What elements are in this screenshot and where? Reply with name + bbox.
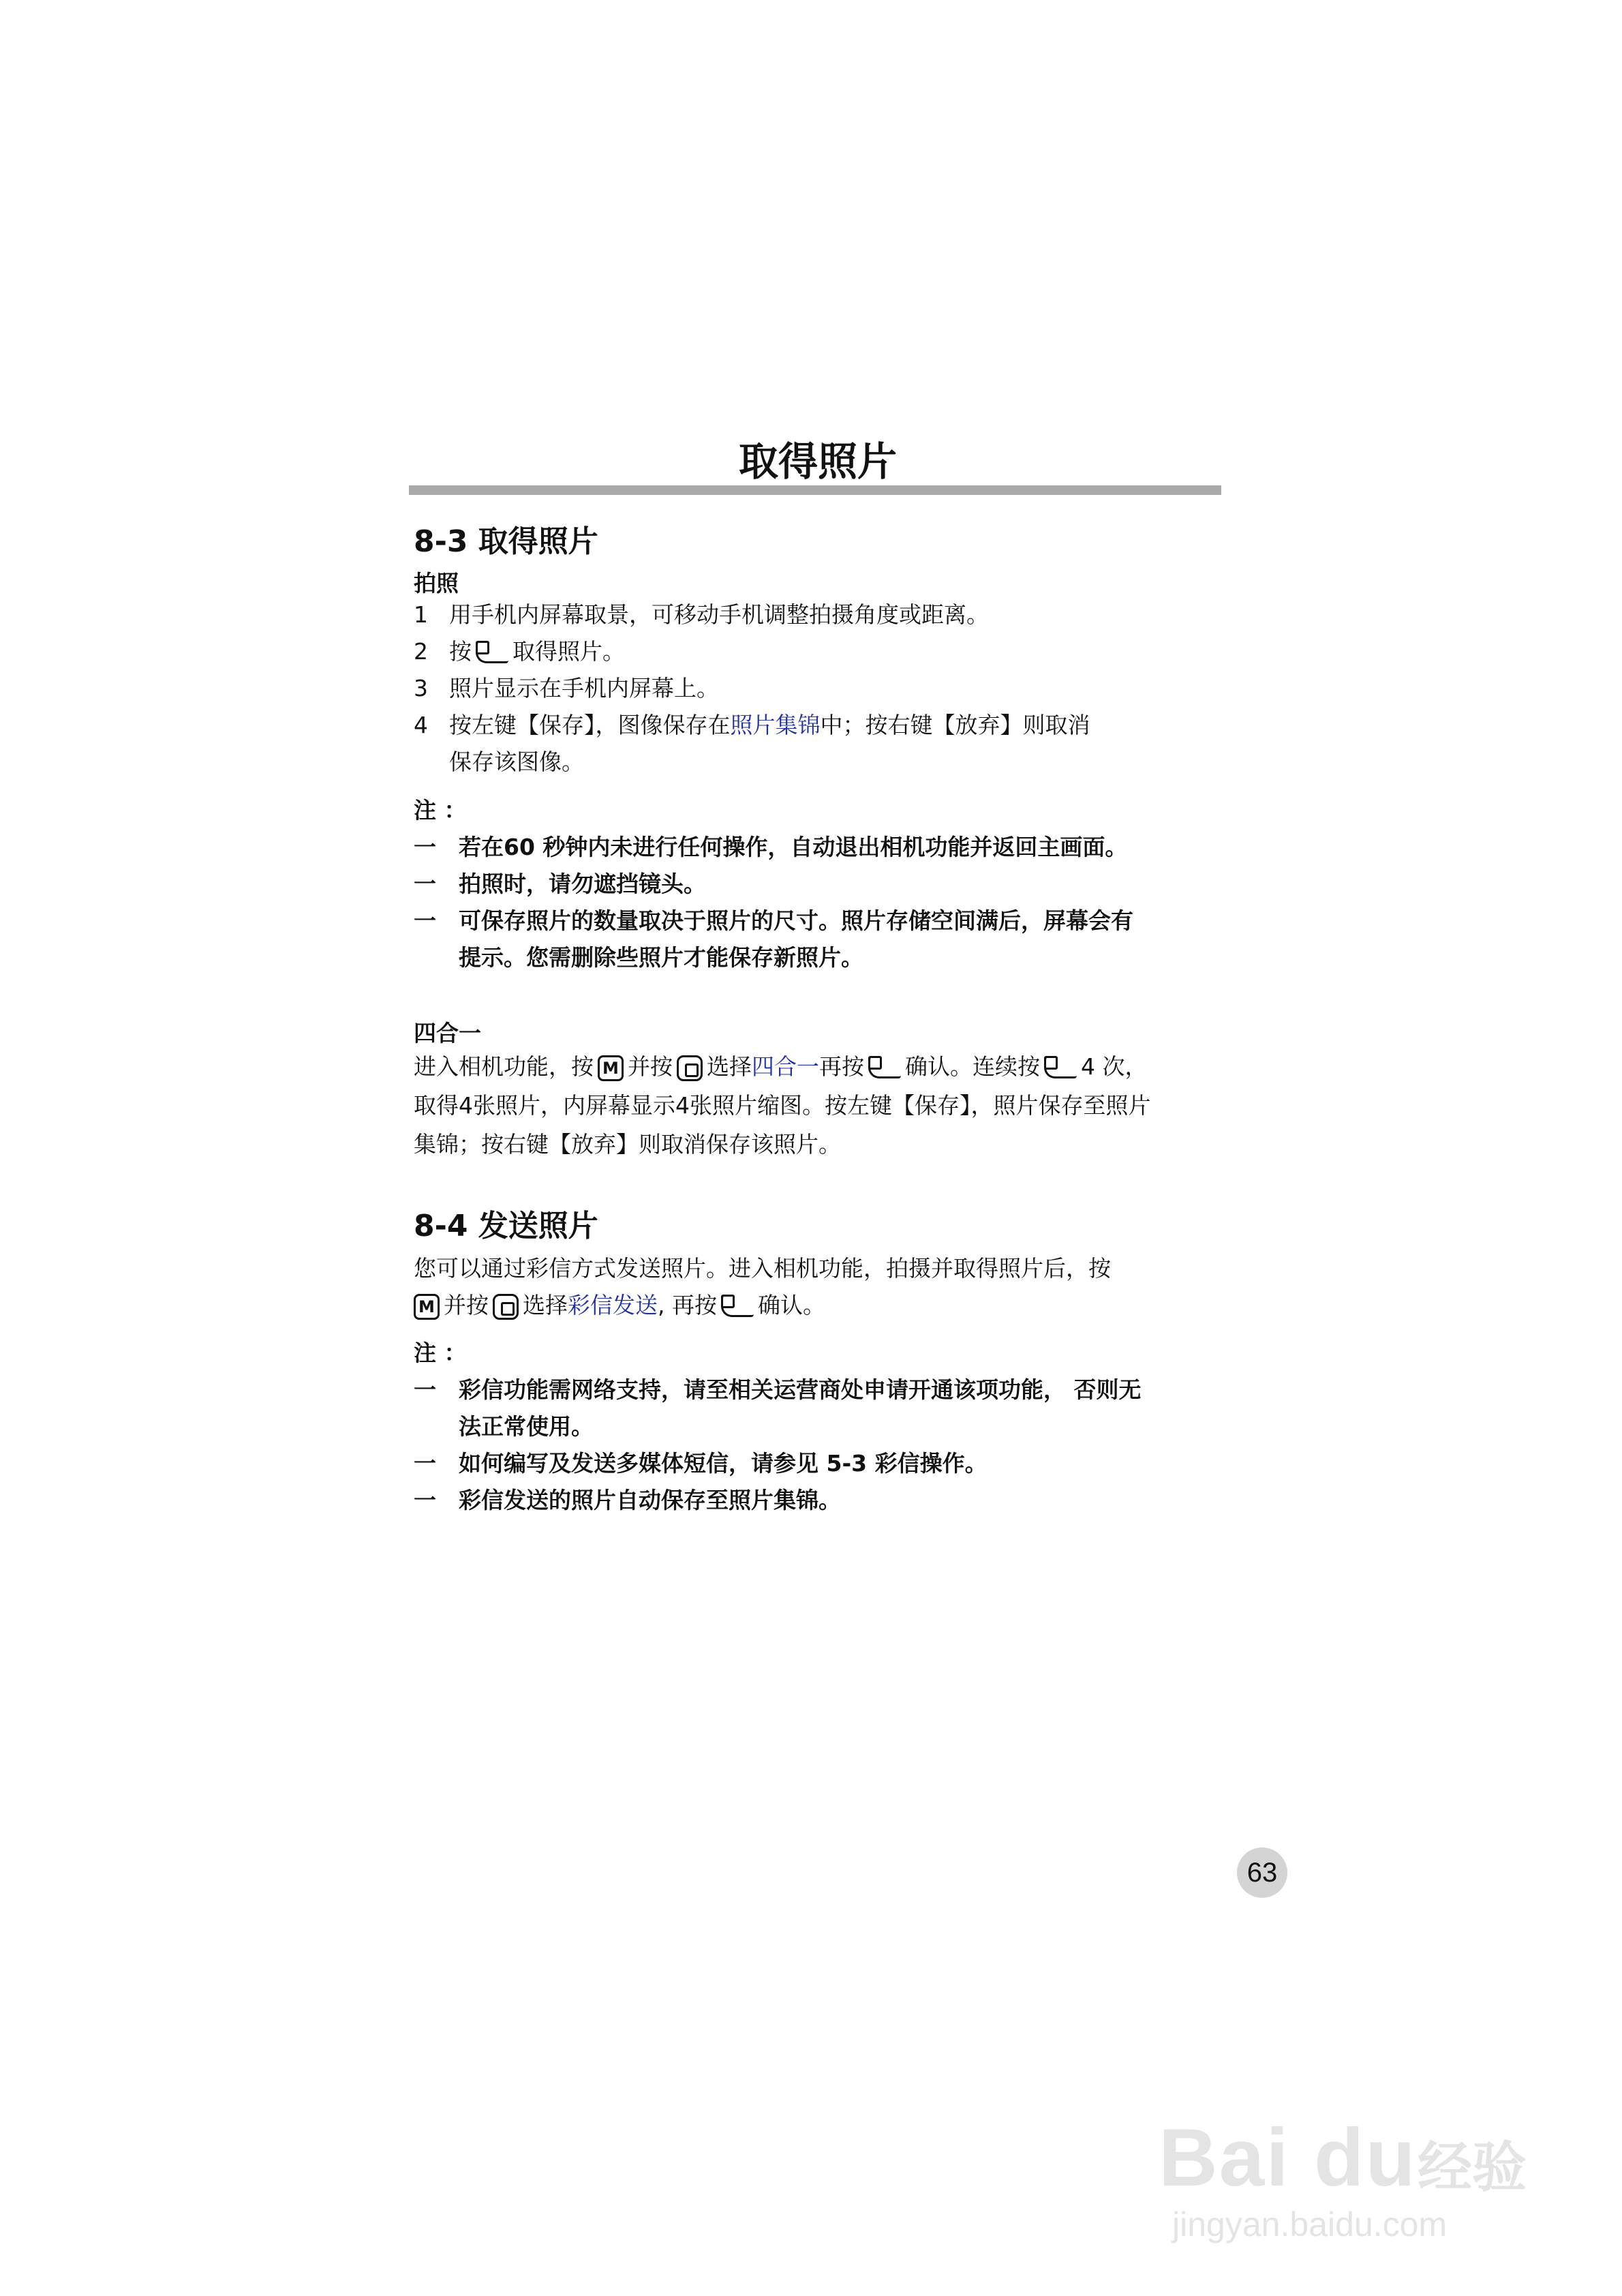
send-line-1: 您可以通过彩信方式发送照片。进入相机功能，拍摄并取得照片后，按 (414, 1255, 1111, 1282)
menu-key-icon (414, 1294, 440, 1320)
step-1: 1 用手机内屏幕取景，可移动手机调整拍摄角度或距离。 (414, 601, 989, 628)
nav-key-icon (677, 1055, 703, 1081)
call-key-icon (476, 643, 508, 663)
step-4: 4 按左键【保存】，图像保存在照片集锦中；按右键【放弃】则取消 (414, 712, 1090, 738)
four-in-one-link[interactable]: 四合一 (752, 1053, 819, 1080)
four-in-one-line-3: 集锦；按右键【放弃】则取消保存该照片。 (414, 1131, 841, 1158)
section-84-heading: 8-4 发送照片 (414, 1209, 598, 1243)
watermark-cn: 经验 (1418, 2136, 1527, 2199)
page-number-badge: 63 (1237, 1847, 1287, 1898)
note-label: 注 ： (414, 1340, 467, 1366)
baidu-jingyan-watermark (1159, 2086, 1540, 2243)
call-key-icon (1044, 1058, 1077, 1078)
section-83-heading: 8-3 取得照片 (414, 524, 598, 559)
shoot-heading: 拍照 (414, 570, 459, 596)
step-4-continued: 保存该图像。 (449, 749, 584, 775)
nav-key-icon (493, 1294, 519, 1320)
note-item: 一 可保存照片的数量取决于照片的尺寸。照片存储空间满后，屏幕会有 (414, 907, 1133, 934)
note-label: 注 ： (414, 797, 467, 824)
watermark-url: jingyan.baidu.com (1172, 2205, 1448, 2244)
page-title: 取得照片 (738, 438, 897, 485)
step-3: 3 照片显示在手机内屏幕上。 (414, 675, 719, 701)
four-in-one-heading: 四合一 (414, 1020, 481, 1046)
note-item: 一 拍照时，请勿遮挡镜头。 (414, 871, 706, 897)
note-item: 一 彩信发送的照片自动保存至照片集锦。 (414, 1487, 841, 1513)
call-key-icon (721, 1297, 754, 1317)
send-line-2: M并按 选择彩信发送, 再按 确认。 (414, 1287, 1221, 1324)
mms-send-link[interactable]: 彩信发送 (568, 1292, 658, 1318)
note-item: 一 若在60 秒钟内未进行任何操作，自动退出相机功能并返回主画面。 (414, 834, 1128, 860)
note-item: 一 彩信功能需网络支持，请至相关运营商处申请开通该项功能， 否则无 (414, 1376, 1142, 1403)
menu-key-icon (598, 1055, 624, 1081)
four-in-one-line-2: 取得4张照片，内屏幕显示4张照片缩图。按左键【保存】，照片保存至照片 (414, 1092, 1151, 1119)
note-item-continued: 法正常使用。 (459, 1413, 594, 1440)
note-item-continued: 提示。您需删除些照片才能保存新照片。 (459, 944, 863, 971)
watermark-logo: Bai du (1159, 2112, 1417, 2203)
step-2: 2 按 取得照片。 (414, 638, 625, 665)
photo-album-link[interactable]: 照片集锦 (730, 712, 821, 738)
four-in-one-line-1: 进入相机功能，按M 并按 选择四合一再按 确认。连续按 4 次， (414, 1048, 1221, 1085)
call-key-icon (868, 1058, 901, 1078)
title-rule (409, 485, 1221, 495)
note-item: 一 如何编写及发送多媒体短信，请参见 5-3 彩信操作。 (414, 1450, 988, 1477)
